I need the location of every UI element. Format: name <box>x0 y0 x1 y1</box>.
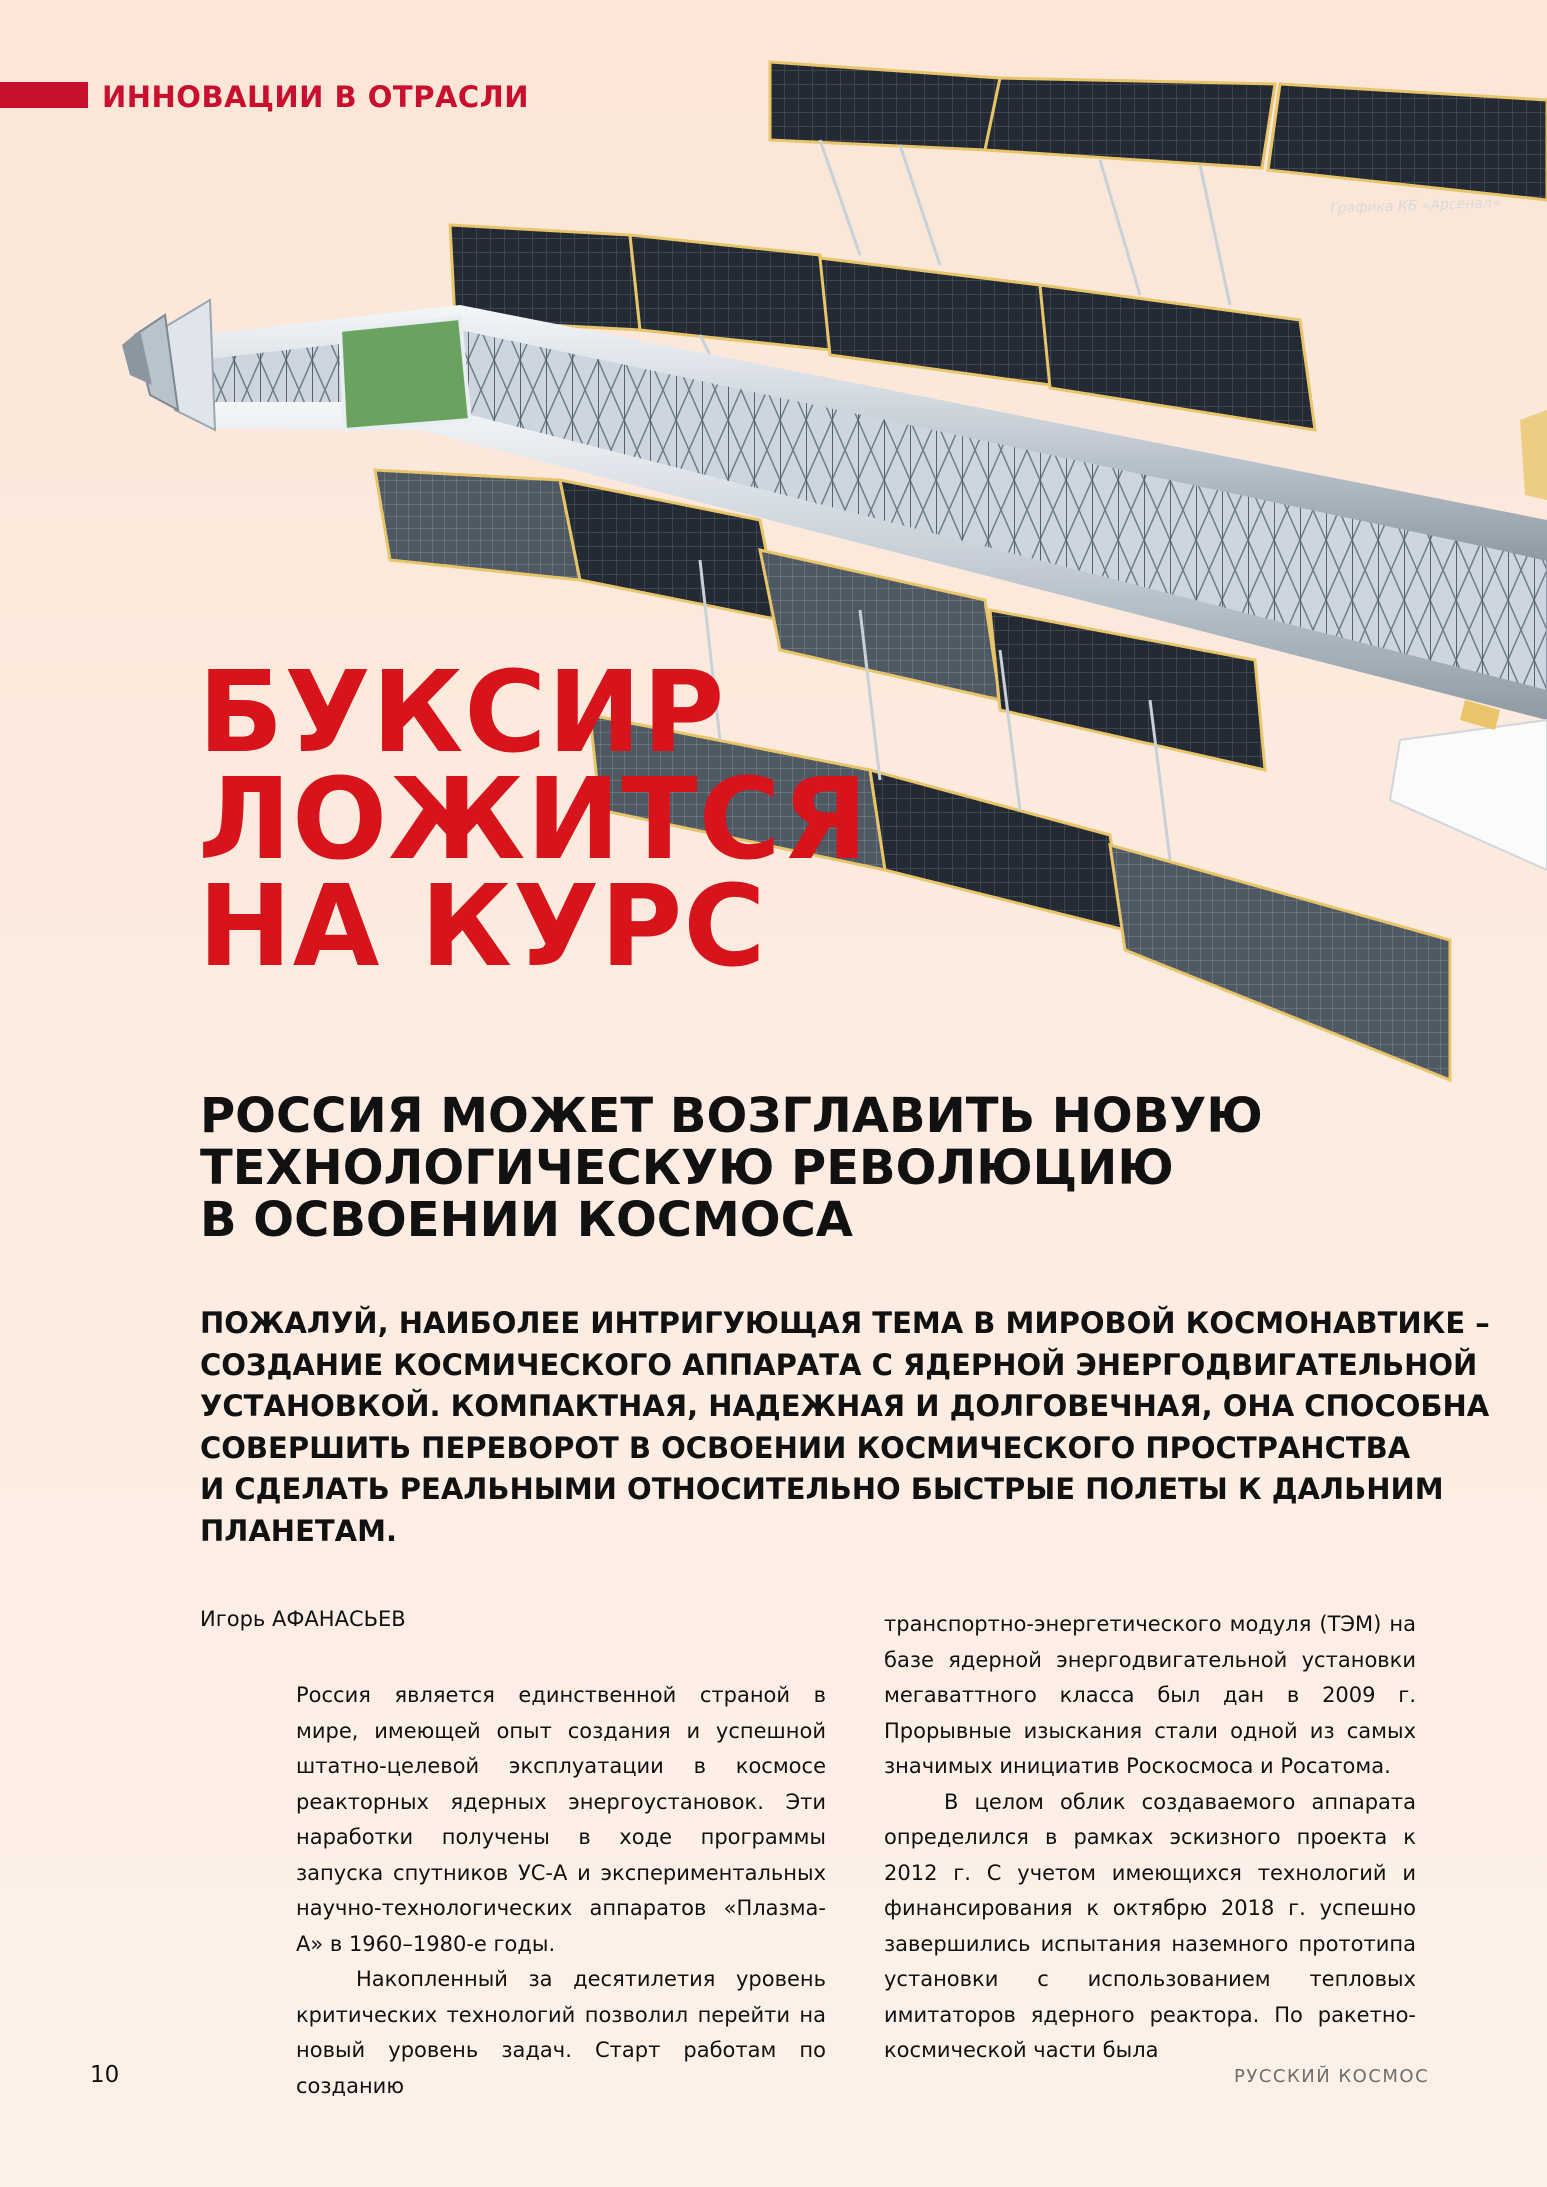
headline <box>198 648 1098 992</box>
body-column-2 <box>884 1607 1416 2069</box>
subtitle-line: ТЕХНОЛОГИЧЕСКУЮ РЕВОЛЮЦИЮ <box>200 1140 1174 1196</box>
lead-line: СОВЕРШИТЬ ПЕРЕВОРОТ В ОСВОЕНИИ КОСМИЧЕСКОГО ПРОСТРАНСТВА <box>200 1430 1411 1465</box>
lead-line: И СДЕЛАТЬ РЕАЛЬНЫМИ ОТНОСИТЕЛЬНО БЫСТРЫЕ ПОЛЕТЫ К ДАЛЬНИМ <box>200 1472 1444 1506</box>
lead-line: СОЗДАНИЕ КОСМИЧЕСКОГО АППАРАТА С ЯДЕРНОЙ ЭНЕРГОДВИГАТЕЛЬНОЙ <box>200 1347 1478 1382</box>
author-byline: Игорь АФАНАСЬЕВ <box>200 1607 406 1631</box>
magazine-name: РУССКИЙ КОСМОС <box>1234 2066 1430 2087</box>
lead-line: ПОЖАЛУЙ, НАИБОЛЕЕ ИНТРИГУЮЩАЯ ТЕМА В МИРОВОЙ КОСМОНАВТИКЕ – <box>200 1306 1490 1340</box>
body-paragraph: Россия является единственной страной в мире, имеющей опыт создания и успешной штатно-целевой эксплуатации в космосе реакторных ядерных энергоустановок. Эти наработки получены в ходе программы запуска спутников УС-А и экспериментальных научно-технологических аппаратов «Плазма-А» в 1960–1980-е годы. <box>296 1683 826 1956</box>
lead-line: ПЛАНЕТАМ. <box>200 1513 397 1548</box>
headline-line: НА КУРС <box>198 862 767 992</box>
page-number: 10 <box>90 2062 120 2088</box>
lead-paragraph <box>200 1303 1490 1552</box>
subtitle-line: РОССИЯ МОЖЕТ ВОЗГЛАВИТЬ НОВУЮ <box>200 1088 1263 1144</box>
image-credit: Графика КБ «Арсенал» <box>1329 195 1501 217</box>
section-label: ИННОВАЦИИ В ОТРАСЛИ <box>102 80 530 114</box>
headline-line: БУКСИР <box>198 648 726 778</box>
body-column-1 <box>296 1678 826 2104</box>
headline-line: ЛОЖИТСЯ <box>198 755 869 885</box>
lead-line: УСТАНОВКОЙ. КОМПАКТНАЯ, НАДЕЖНАЯ И ДОЛГОВЕЧНАЯ, ОНА СПОСОБНА <box>200 1389 1490 1423</box>
section-accent-bar <box>0 82 88 108</box>
body-paragraph: транспортно-энергетического модуля (ТЭМ) на базе ядерной энергодвигательной установки мегаваттного класса был дан в 2009 г. Прорывные изыскания стали одной из самых значимых инициатив Роскосмоса и Росатома. <box>884 1612 1416 1778</box>
body-paragraph: Накопленный за десятилетия уровень критических технологий позволил перейти на новый уровень задач. Старт работам по созданию <box>296 1967 826 2098</box>
subtitle-line: В ОСВОЕНИИ КОСМОСА <box>200 1192 853 1248</box>
body-paragraph: В целом облик создаваемого аппарата определился в рамках эскизного проекта к 2012 г. С учетом имеющихся технологий и финансирования к октябрю 2018 г. успешно завершились испытания наземного прототипа установки с использованием тепловых имитаторов ядерного реактора. По ракетно-космической части была <box>884 1789 1416 2062</box>
subtitle <box>200 1090 1300 1246</box>
